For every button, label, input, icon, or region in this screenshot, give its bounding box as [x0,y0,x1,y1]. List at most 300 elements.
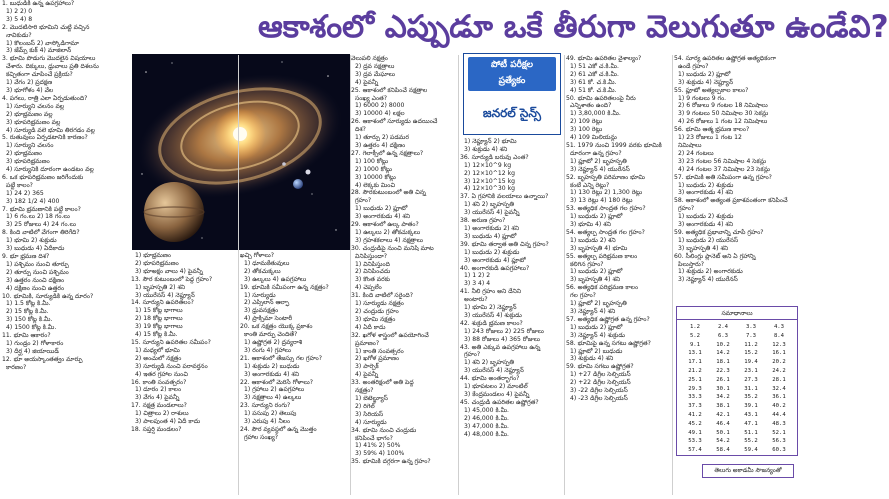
answer-cell: 40.2 [772,403,786,410]
option-line: 1) +27 డిగ్రీల సెల్సియస్ [570,371,631,379]
option-line: 4) 109 మిలియన్లు [570,134,617,142]
option-line: 3) 19 కోట్ల భాగాలు [135,323,183,331]
option-line: 1) ఉష్ణోగ్రత 2) ద్రవ్యరాశి [244,338,303,346]
question-line: 30. చంద్రుడిపై నుంచి మనిషి మాట [351,244,434,252]
answer-cell: 1.2 [689,324,701,330]
question-line: 32. ఖగోళ శాస్త్రంలో ఉపయోగించే [351,331,429,339]
question-line: 58. భూమిపై ఉన్న సగటు ఉష్ణోగ్రత? [566,339,651,347]
question-line: 25. ఆకాశంలో కనిపించే నక్షత్రాల [351,86,428,94]
option-line: 3) ద్రవ మేఘాలు [355,70,396,78]
option-line: 1) 130 రెట్లు 2) 1,300 రెట్లు [570,189,643,197]
answer-cell: 58.4 [716,447,730,454]
option-line: 3) సూర్యుడి నుంచి పరావర్తనం [135,362,208,370]
option-line: 3) బృహస్పతి 4) శని [570,276,621,284]
answer-cell: 7.3 [745,332,757,339]
answer-key-grid [677,320,797,458]
option-line: 1) గుండ్రం 2) గోళాకారం [6,339,64,347]
question-line: 34. భూమి నుంచి చంద్రుడు [351,426,417,434]
option-line: 1) పసుపు 2) తెలుపు [244,410,297,418]
answer-cell: 57.4 [688,447,702,454]
option-line: 1) తూర్పు 2) పడమర [355,134,409,142]
question-line: 37. ఏ గ్రహానికి వలయాలు ఉన్నాయి? [460,193,549,201]
option-line: 3) భూపరిభ్రమణం [6,158,50,166]
option-line: 3) భూగోళం 4) వేల [6,86,54,94]
question-line: 9. భూ భ్రమణ దిశ? [2,253,50,260]
answer-cell: 32.4 [772,385,786,392]
option-line: 1) బుధుడు 2) శని [570,236,616,244]
option-line: 3) శుక్రుడు 4) నెప్ట్యూన్ [678,78,734,86]
question-line: 58. ఆకాశంలో అత్యంత ప్రకాశవంతంగా కనిపించే [674,197,788,205]
question-line: 26. ఆకాశంలో సూర్యుడు ఉదయించే [351,118,438,126]
question-line: 31. కింది వాటిలో సరైంది? [351,292,413,300]
question-line: 13. సౌర కుటుంబంలో పెద్ద గ్రహం? [131,275,213,283]
question-line: 3. భూమి పొడుగు మొదలైన విషయాలు [2,55,96,63]
answer-cell: 2.4 [717,324,729,330]
answer-cell: 35.2 [744,394,758,401]
option-line: 2) 15 కోట్ల కి.మీ. [6,308,49,316]
option-line: 3) అంగారకుడు 4) ప్లూటో [464,256,526,264]
option-line: 3) యురేనస్ 4) శుక్రుడు [464,311,522,319]
answer-cell: 13.1 [688,350,702,357]
feature-line-2: ప్రత్యేకం [498,76,526,86]
option-line: 2) 6 రోజులు 9 గంటల 18 నిమిషాలు [678,102,768,110]
question-line: 4. పగలు, రాత్రి ఎలా ఏర్పడుతుంది? [2,94,88,102]
option-line: 1) వినిపిస్తుంది [355,260,390,268]
option-line: 2) భూపరిభ్రమణం [135,259,179,267]
question-line: 21. ఆకాశంలో తేజస్సు గల గ్రహం? [240,354,323,362]
question-line: 38. అరుణ గ్రహం? [460,217,506,225]
answer-cell: 56.3 [772,438,786,445]
option-line: 1) కొలంబస్ 2) వాస్కోడిగామా [6,39,79,47]
answer-cell: 31.1 [744,385,758,392]
question-line: 8. కింది వాటిలో వేగంగా తిరిగేది? [2,229,80,237]
question-line: 52. బృహస్పతి పరిమాణం భూమి [566,173,645,181]
solar-system-illustration [132,54,350,250]
option-line: 2) 46,000 కి.మీ. [464,414,509,422]
option-line: 3) భూఅక్షం వాలు 4) పైవన్నీ [135,267,203,275]
question-line: 22. ఆకాశంలో మెరిసే గోళాలు? [240,378,314,386]
option-line: 1) ధూమకేతువులు [244,259,290,267]
option-line: 1) దూరం 2) కాలం [135,386,182,394]
option-line: 1) బుధుడు 2) ప్లూటో [678,70,731,78]
answer-cell: 30.1 [716,385,730,392]
option-line: చేశారు. దిక్కులు, ధ్రువాలు ప్రతి దిశలను [6,63,99,71]
option-line: 2) ఖగోళ ప్రమాణం [355,355,400,363]
question-line: వెలుపలి నక్షత్రం [351,55,388,62]
answer-cell: 6.3 [717,332,729,339]
answer-cell: 33.3 [688,394,702,401]
option-line: 1) బుధుడు 2) శుక్రుడు [678,213,734,221]
option-line: ఉండే గ్రహం? [678,62,709,70]
question-line: 5. రుతువులు ఏర్పడటానికి కారణం? [2,134,88,142]
option-line: 3) 13 రెట్లు 4) 180 రెట్లు [570,197,633,205]
option-line: 4) పైవన్నీ [355,371,379,379]
feature-badge [463,53,561,135]
option-line: 3) 10000 4) లక్షల [355,110,405,118]
answer-cell: 12.3 [772,341,786,348]
option-line: 1) 243 రోజులు 2) 225 రోజులు [464,327,544,335]
option-line: 3) యురేనస్ 4) పైవన్నీ [464,209,520,217]
option-line: దూరంగా ఉన్న గ్రహం? [570,149,622,157]
option-line: 1) భూభ్రమణం [135,252,171,259]
question-line: 10. భూమికి, సూర్యుడికి ఉన్న దూరం? [2,292,94,300]
option-line: 1) 23 రోజులు 1 గంట 12 [678,134,742,142]
option-line: దిశ? [355,126,366,134]
option-line: 1) గ్రహాలు 2) ఉపగ్రహాలు [244,386,305,394]
answer-cell: 15.2 [744,350,758,357]
option-line: 3) 23 గంటల 56 నిమిషాల 4 సెకన్లు [678,157,767,165]
option-line: 4) ఏదీ కాదు [355,323,386,331]
option-line: 1) భూమి 2) శుక్రుడు [6,237,57,245]
question-line: 57. భూమికి అతి సమీపంగా ఉన్న గ్రహం? [674,173,772,181]
option-line: 1) శుక్రుడు 2) బుధుడు [244,362,300,370]
option-line: 1) సూర్యుడు నక్షత్రం [355,300,404,308]
option-line: 1) శని 2) బృహస్పతి [464,201,515,209]
option-line: 1) బెటెల్జ్యూస్ [355,394,388,402]
option-line: 1) మధ్యలో భూమి [135,346,180,354]
option-line: 1) బుధుడు 2) యురేనస్ [678,236,739,244]
question-line: 50. భూమి ఉపరితలంపై నీరు [566,94,636,102]
question-line: 44. భూమి అంతర్భాగం? [460,375,520,383]
headline: ఆకాశంలో ఎప్పుడూ ఒకే తీరుగా వెలుగుతూ ఉండేవి? [258,9,889,45]
question-line: 11. భూమి ఆకారం? [2,332,51,340]
option-line: 3) ఉత్తరం నుంచి దక్షిణం [6,276,65,284]
answer-cell: 42.1 [716,411,730,418]
option-line: 3) 5 4) 8 [6,15,33,23]
answer-cell: 14.2 [716,350,730,357]
option-line: 4) 1500 కోట్ల కి.మీ. [6,324,57,332]
question-column-1 [2,0,129,499]
option-line: 3) భూమి నక్షత్రం [355,315,396,323]
option-line: 3) భూపరిభ్రమణం వల్ల [6,118,61,126]
option-line: 1) 15 కోట్ల భాగాలు [135,307,183,315]
option-line: 3) సిరియస్ [355,410,384,418]
option-line: 1) 2 2) 0 [6,7,33,15]
option-line: ప్రమాణం? [355,339,380,347]
question-column-5 [460,138,565,499]
option-line: 3) శుక్రుడు 4) శని [464,145,508,153]
option-line: నిమిషాలు [678,141,702,149]
option-line: 4) ప్రాక్సిమా సెంటారీ [244,315,293,323]
option-line: 4) 51 కో. చ.కి.మీ. [570,86,617,94]
answer-cell: 43.1 [744,411,758,418]
question-line: 20. ఒక నక్షత్రం యొక్క ప్రకాశం [240,323,313,331]
column-divider [458,55,459,495]
option-line: గల గ్రహం? [570,292,596,300]
answer-cell: 39.1 [744,403,758,410]
option-line: 3) 10000 కోట్లు [355,173,396,181]
option-line: 2) 18 కోట్ల భాగాలు [135,315,183,323]
question-line: 55. ప్లూటో అత్యల్పకాల కాలం? [674,86,749,94]
option-line: 2) భూభ్రమణం [6,150,42,158]
option-line: 3) 25 రోజులు 4) 24 గం.లు [6,221,76,229]
option-line: 1) సూర్యుడు [244,291,276,299]
option-line: 3) 9 గంటలు 50 నిమిషాల 30 సెకన్లు [678,110,769,118]
option-line: 3) -22 డిగ్రీల సెల్సియస్ [570,387,628,395]
answer-key-title: సమాధానాలు [677,307,797,320]
option-line: 1) సూర్యుని చలనం వల్ల [6,102,65,110]
feature-line-1: పోటీ పరీక్షల [490,60,534,70]
option-line: 1) భూపటలం 2) మాంటిల్ [464,383,528,391]
question-line: 35. భూమికి దగ్గరగా ఉన్న గ్రహం? [351,458,431,466]
question-line: 29. ఆకాశంలో ఉల్క పాతం? [351,221,419,229]
option-line: 3) 150 కోట్ల కి.మీ. [6,316,53,324]
option-line: 2) రిగెల్ [355,402,375,410]
question-line: 24. సౌర వ్యవస్థలో ఉన్న మొత్తం [240,425,317,433]
option-line: నావికుడు? [6,31,32,39]
answer-cell: 5.2 [689,332,701,339]
option-line: కాంతి మార్పు చెందితే? [244,331,298,339]
option-line: 2) భూభ్రమణం వల్ల [6,110,53,118]
answer-cell: 28.1 [772,376,786,383]
option-line: 1) బృహస్పతి 2) శని [135,283,186,291]
question-line: 42. శుక్రుడి భ్రమణ కాలం? [460,319,523,327]
option-line: 4) ఇతర గ్రహాల నుంచి [135,370,188,378]
option-line: 2) +22 డిగ్రీల సెల్సియస్ [570,379,631,387]
answer-cell: 38.1 [716,403,730,410]
option-line: వినిపిస్తుందా? [355,252,387,260]
option-line: 1) బుధుడు 2) ప్లూటో [355,205,408,213]
option-line: 1) బుధుడు 2) ప్లూటో [570,323,623,331]
option-line: 1) అంగారకుడు 2) శని [464,224,520,232]
option-line: 3) నెప్ట్యూన్ 4) శని [570,308,616,315]
option-line: 4) సూర్యుడి వలె భూమి తిరగడం వల్ల [6,126,95,134]
option-line: 2) 61 ఎకో చ.కి.మీ. [570,70,619,78]
question-line: 43. అతి ఎక్కువ ఉపగ్రహాలు ఉన్న [460,343,541,351]
option-line: 2) 24 గంటలు [678,149,714,157]
option-line: 3) గ్రహశకలాలు 4) నక్షత్రాలు [355,236,423,244]
answer-cell: 18.1 [716,359,730,366]
option-line: 2) ఎప్సిలాన్ ఆల్ఫా [244,299,290,307]
option-line: 1) 51 ఎకో చ.కి.మీ. [570,62,619,70]
option-line: 1) సూర్యుని చలనం [6,142,54,150]
question-column-7 [674,55,798,315]
answer-cell: 54.2 [716,438,730,445]
question-line: 41. నీలి గ్రహం అని దేనిని [460,288,522,296]
question-line: 40. అంగారకుడి ఉపగ్రహాలు? [460,264,530,272]
question-line: 39. భూమి తర్వాత అతి చిన్న గ్రహం? [460,240,549,248]
option-line: 1) ప్లూటో 2) బుధుడు [570,347,623,355]
question-line: 28. సౌరకుటుంబంలో అతి చిన్న [351,189,426,197]
question-line: 16. కాంతి సంవత్సరం? [131,378,187,386]
answer-cell: 27.3 [744,376,758,383]
answer-cell: 25.1 [688,376,702,383]
option-line: 1) 1.5 కోట్ల కి.మీ. [6,300,51,308]
feature-subtitle: జనరల్ సైన్స్ [482,106,542,120]
option-line: 1) నెప్ట్యూన్ 2) భూమి [464,138,517,145]
option-line: 1) బుధుడు 2) శుక్రుడు [464,248,520,256]
question-column-3 [240,252,351,499]
option-line: 1) 6000 2) 8000 [355,102,405,110]
question-line: ఖచ్చి గోళాలు? [240,252,275,259]
option-line: 1) 1 2) 2 [464,272,491,280]
answer-cell: 29.3 [688,385,702,392]
question-line: 18. సప్తర్షి మండలం? [131,425,182,433]
answer-cell: 22.3 [716,367,730,374]
option-line: 3) 61 కో. చ.కి.మీ. [570,78,617,86]
question-line: 14. సూర్యుని ఉపరితలం? [131,299,194,307]
option-line: కనిపించే భాగం? [355,434,393,442]
option-line: 1) 6 గం.లు 2) 18 గం.లు [6,213,70,221]
option-line: 4) 24 గంటల 37 నిమిషాల 23 సెకన్లు [678,165,770,173]
option-line: 1) 12×10^9 kg [464,161,512,169]
answer-cell: 8.4 [773,332,785,339]
question-line: 53. అత్యధిక సాంద్రత గల గ్రహం? [566,205,646,213]
option-line: 1) పశ్చిమం నుంచి తూర్పు [6,260,69,268]
option-line: 2) 12×10^12 kg [464,169,515,177]
answer-cell: 23.1 [744,367,758,374]
answer-cell: 24.2 [772,367,786,374]
option-line: 3) బృహస్పతి 4) శని [678,244,729,252]
column-divider [672,55,673,495]
question-line: 54. అత్యల్ప సాంద్రత గల గ్రహం? [566,228,645,236]
answer-cell: 60.3 [772,447,786,454]
answer-cell: 21.2 [688,367,702,374]
option-line: 1) ప్లూటో 2) బృహస్పతి [570,157,627,165]
option-line: ఎన్నిశాతం ఉంది? [570,102,612,110]
option-line: 4) 26 రోజులు 1 గంట 12 నిమిషాలు [678,118,768,126]
option-line: 1) ఉల్కలు 2) తోకచుక్కలు [355,228,421,236]
question-line: 55. అత్యల్ప పరిభ్రమణ కాలం [566,252,638,260]
question-line: 33. అంతరిక్షంలో అతి పెద్ద [351,379,414,387]
option-line: 1) 9 గంటలు 9 గం. [678,94,727,102]
option-line: గ్రహం? [355,197,372,205]
option-line: 3) అంగారకుడు 4) శని [355,213,411,221]
answer-cell: 37.3 [688,403,702,410]
option-line: 1) కాంతి సంవత్సరం [355,347,404,355]
option-line: 3) బృహస్పతి 4) భూమి [570,244,628,252]
question-line: 59. భూమి సగటు ఉష్ణోగ్రత? [566,363,634,371]
option-line: 3) అంగారకుడు 4) శని [678,221,734,229]
option-line: 3) పార్సెక్ [355,363,379,371]
option-line: కంటే ఎన్ని రెట్లు? [570,181,610,189]
column-divider [238,55,239,495]
answer-cell: 52.1 [772,429,786,436]
option-line: 3) నక్షత్రాలు 4) ఉల్కలు [244,394,302,402]
question-line: 56. అత్యధిక పరిభ్రమణ కాలం [566,284,639,292]
question-column-6 [566,55,671,499]
option-line: 1) బుధుడు 2) ప్లూటో [570,213,623,221]
option-line: 3) 59% 4) 100% [355,450,405,458]
question-line: 57. అత్యధిక ఉష్ణోగ్రత ఉన్న గ్రహం? [566,315,650,323]
option-line: 3) ఉల్కలు 4) ఉపగ్రహాలు [244,275,307,283]
question-line: 1. బుధుడికి ఉన్న ఉపగ్రహాలు? [2,0,75,7]
option-line: 3) నెప్ట్యూన్ 4) యురేనస్ [678,276,738,284]
option-line: 2) వినిపించదు [355,268,391,276]
option-line: 1) 41% 2) 50% [355,442,401,450]
answer-cell: 9.1 [689,341,701,348]
option-line: 1) వేగం 2) ప్రదక్షణ [6,79,53,87]
option-line: 2) అంచులో నక్షత్రం [135,354,182,362]
option-line: 3) యురేనస్ 4) నెప్ట్యూన్ [464,367,524,375]
question-line: 15. సూర్యుని ఉపరితల సమీపం? [131,338,211,346]
answer-cell: 36.1 [772,394,786,401]
option-line: 2) 109 రెట్లు [570,118,603,126]
option-line: పట్టే కాలం? [6,181,33,189]
option-line: 3) 3 4) 4 [464,280,491,288]
option-line: 3) ధ్రువనక్షత్రం [244,307,279,315]
option-line: 3) వేగం 4) పైవన్నీ [135,394,180,402]
question-column-4 [351,55,456,499]
option-line: 1) చిత్రాలు 2) రాశులు [135,410,189,418]
answer-cell: 26.1 [716,376,730,383]
answer-cell: 51.1 [744,429,758,436]
option-line: గ్రహాల సంఖ్య? [244,433,279,441]
option-line: 1) బుధుడు 2) శుక్రుడు [678,181,734,189]
answer-cell: 44.4 [772,411,786,418]
answer-cell: 19.4 [744,359,758,366]
answer-cell: 10.2 [716,341,730,348]
option-line: 1) 3,80,000 కి.మీ. [570,110,621,118]
question-line: 54. సూర్య ఉపరితల ఉష్ణోగ్రత అత్యధికంగా [674,55,776,62]
question-line: 36. సూర్యుడి బరువు ఎంత? [460,153,529,161]
question-line: 12. భూ అయస్కాంతత్వం మార్పు [2,355,83,363]
option-line: 4) సూర్యుడు [355,418,387,426]
question-line: 17. నక్షత్ర మండలాలు? [131,402,187,410]
option-line: సంఖ్య ఎంత? [355,94,388,102]
option-line: 2) 1000 కోట్లు [355,165,392,173]
option-line: 3) యురేనస్ 4) నెప్ట్యూన్ [135,291,195,299]
question-line: 51. 1979 నుంచి 1999 వరకు భూమికి [566,141,662,149]
option-line: 3) శుక్రుడు 4) శని [570,355,614,363]
option-line: 3) నెప్ట్యూన్ 4) శుక్రుడు [570,331,626,339]
option-line: 3) కొంత వరకు [355,276,391,284]
option-line: 3) 47,000 కి.మీ. [464,422,509,430]
question-line: 60. సీలింగ్లు ప్లానెట్ అని ఏ గ్రహాన్ని [674,252,756,260]
option-line: 3) కేంద్రమండలం 4) పైవన్నీ [464,391,530,398]
solar-system-artwork [132,54,350,250]
option-line: 1) భూమి 2) నెప్ట్యూన్ [464,304,517,312]
option-line: 3) 100 రెట్లు [570,126,603,134]
question-column-2 [131,252,237,499]
option-line: 1) బుధుడు 2) ప్లూటో [570,268,623,276]
answer-cell: 48.3 [772,420,786,427]
question-line: 6. ఒక భూపరిభ్రమణం జరిగేందుకు [2,173,84,181]
footer-credit: తెలుగు అకాడమీ సౌజన్యంతో [702,464,794,478]
option-line: కచ్చితంగా చూపించే ప్రక్రియ? [6,71,73,79]
option-line: 4) సూర్యునికి దూరంగా ఉండటం వల్ల [6,166,94,174]
option-line: కలిగిన గ్రహం? [570,260,604,268]
option-line: పిలుస్తారు? [678,260,705,268]
option-line: అంటారు? [464,296,488,304]
option-line: 4) 15 కోట్ల కి.మీ. [135,331,178,339]
option-line: 3) 12×10^15 kg [464,177,515,185]
option-line: 4) లెక్కకు మించి [355,181,396,189]
answer-cell: 17.1 [688,359,702,366]
feature-badge-banner [468,57,556,91]
option-line: 3) రంగు 4) గ్రహాలు [244,346,291,354]
question-line: 7. భూమి భ్రమణానికి పట్టే కాలం? [2,205,81,213]
option-line: 1) శుక్రుడు 2) అంగారకుడు [678,268,743,276]
option-line: 4) చెప్పలేం [355,284,382,292]
answer-cell: 3.3 [745,324,757,330]
question-line: 19. భూమికి సమీపంగా ఉన్న నక్షత్రం? [240,283,329,291]
answer-cell: 34.2 [716,394,730,401]
question-line: 49. భూమి ఉపరితల వైశాల్యం? [566,55,642,62]
answer-key-box [676,306,798,456]
option-line: 3) బుధుడు 4) ఏదీకాదు [6,245,65,253]
option-line: 4) -23 డిగ్రీల సెల్సియస్ [570,394,628,402]
option-line: 3) అంగారకుడు 4) శని [678,189,734,197]
option-line: 3) జేమ్స్ కుక్ 4) మాజిలాన్ [6,47,72,55]
answer-cell: 59.4 [744,447,758,454]
option-line: 3) అంగారకుడు 4) శని [244,370,300,378]
option-line: 3) దీర్ఘ 4) జియాయిడ్ [6,347,59,355]
option-line: 4) పైవన్నీ [355,78,379,86]
option-line: 3) భూమి 4) శని [570,221,611,229]
answer-cell: 49.1 [688,429,702,436]
option-line: 3) బుధుడు 4) ప్లూటో [464,232,517,240]
